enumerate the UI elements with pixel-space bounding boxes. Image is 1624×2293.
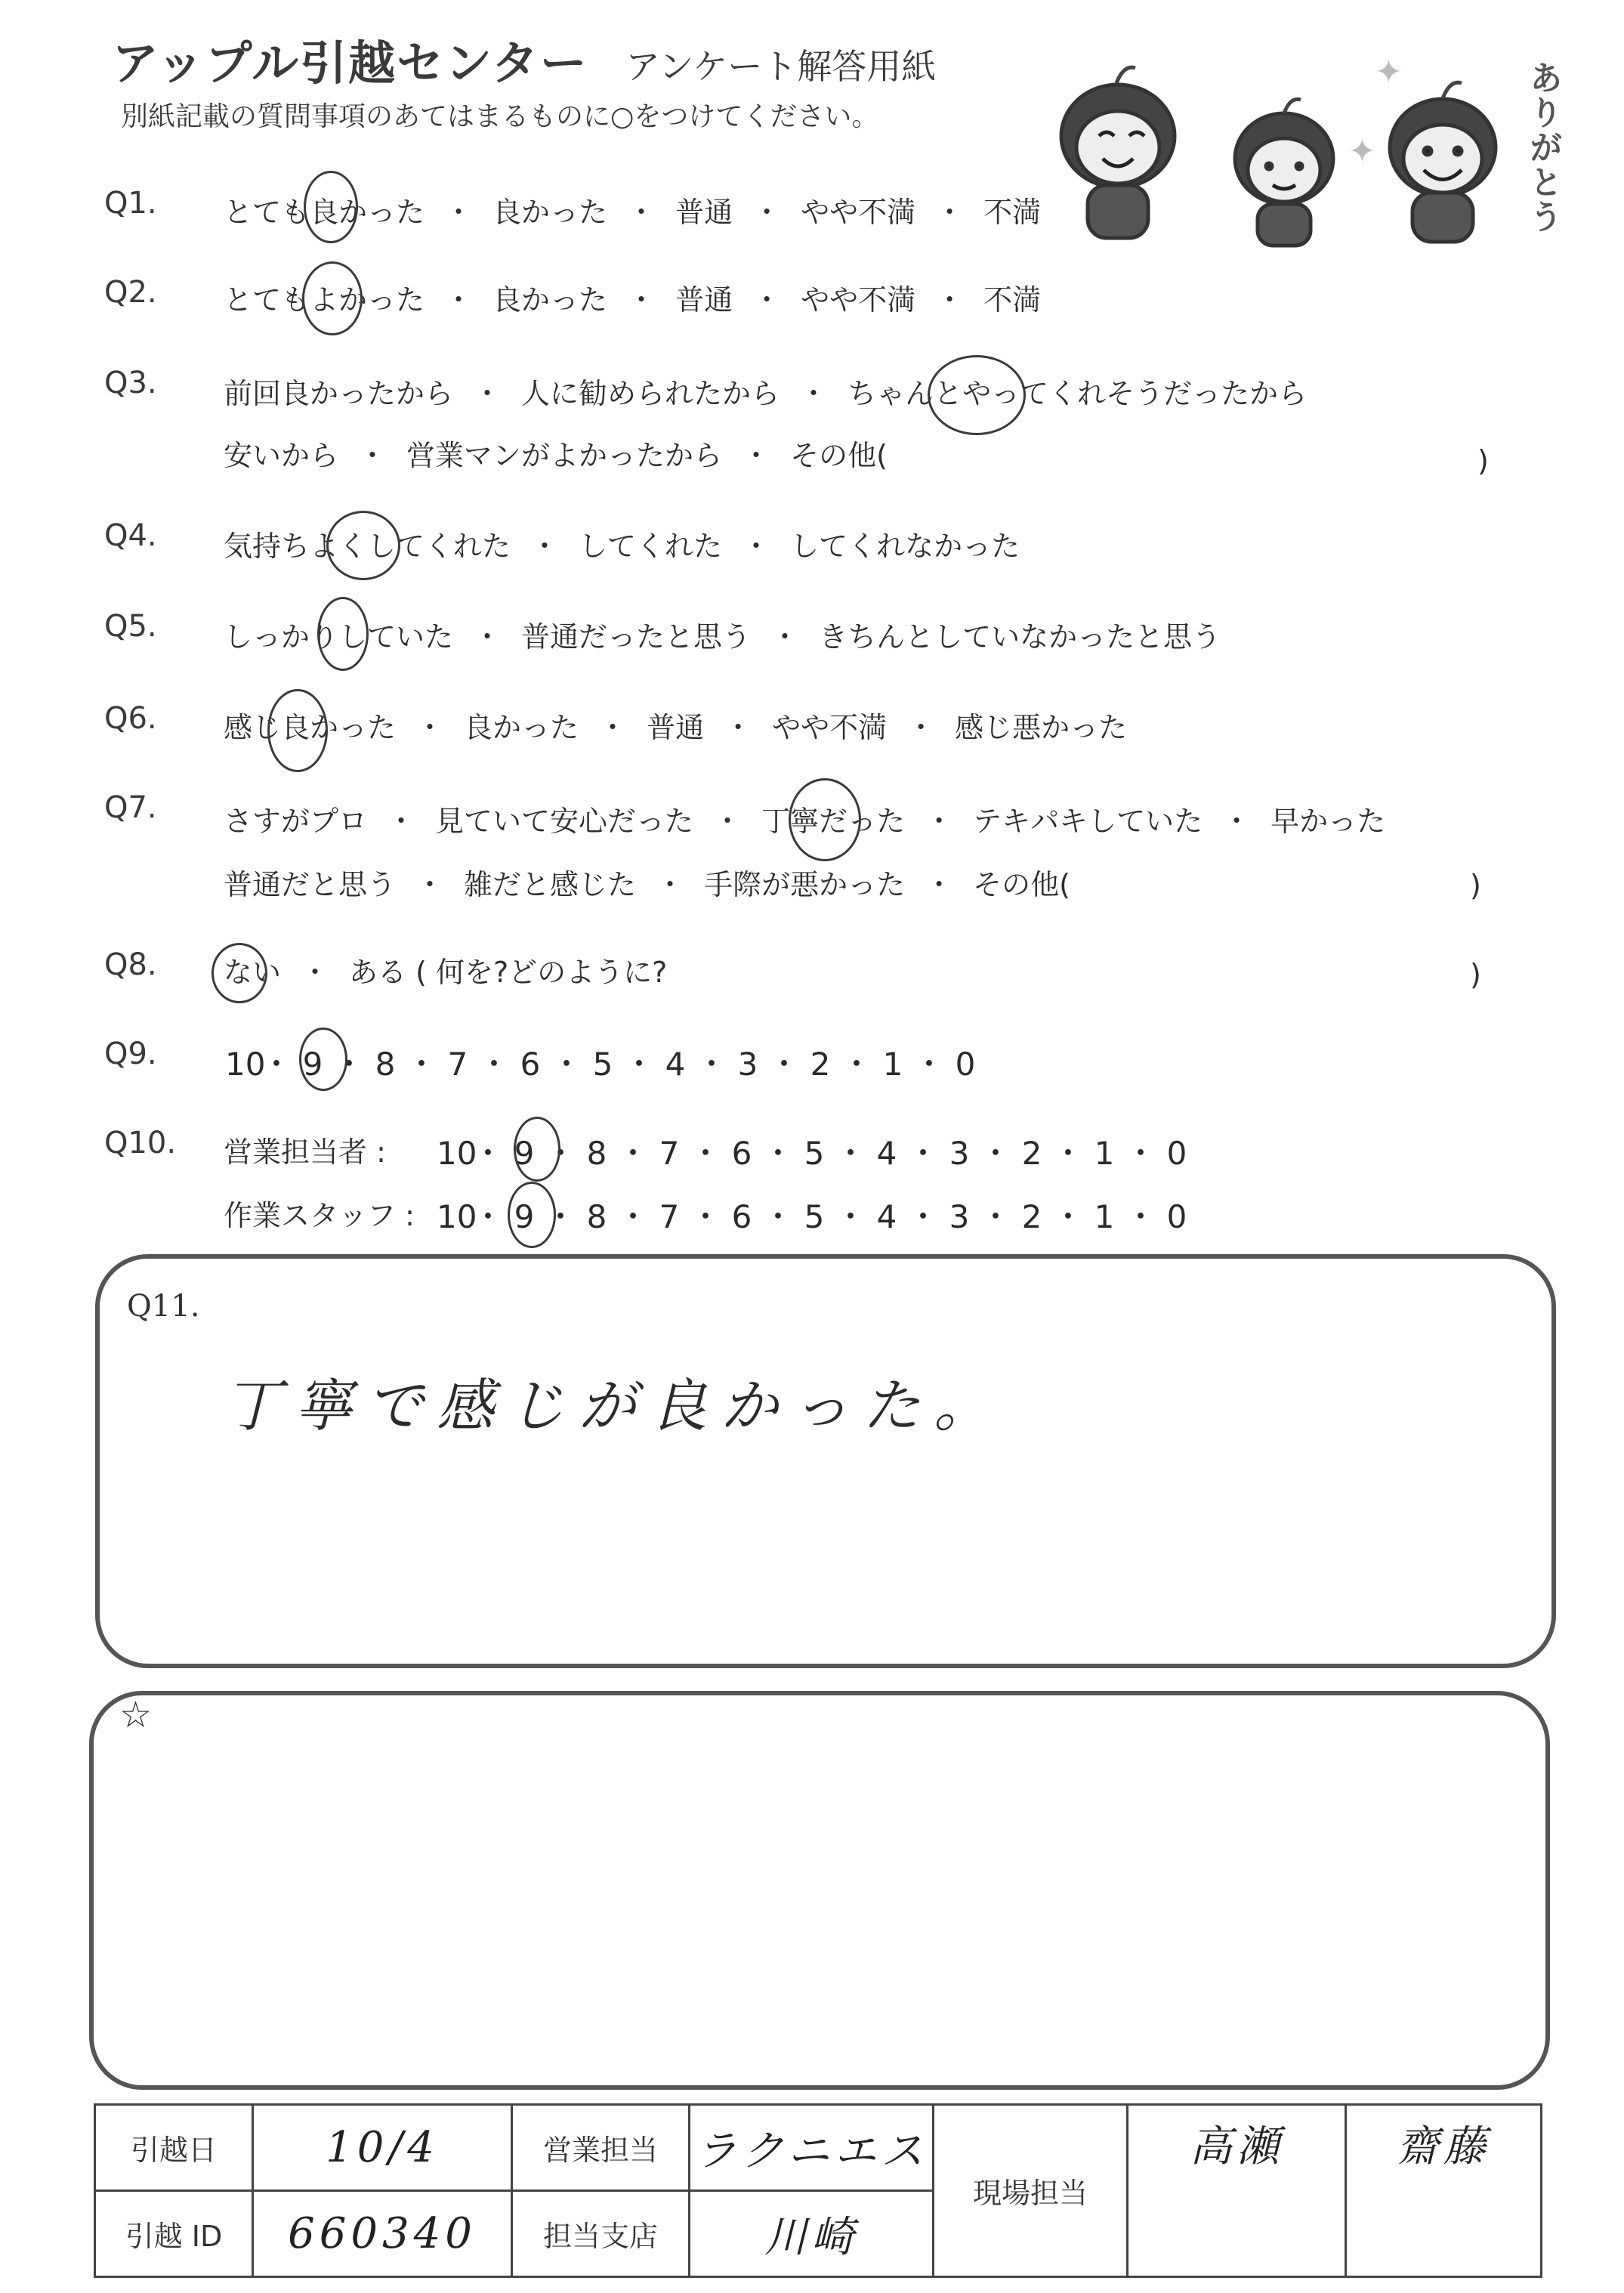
q9-score[interactable]: 3: [737, 1046, 758, 1083]
q3-option[interactable]: 前回良かったから: [224, 377, 454, 410]
q10-sales-score[interactable]: 7: [659, 1135, 680, 1172]
q9-scale: 10・ 9 ・ 8 ・ 7 ・ 6 ・ 5 ・ 4 ・ 3 ・ 2 ・ 1 ・ 0: [225, 1040, 980, 1085]
q10-staff-score[interactable]: 6: [731, 1198, 752, 1235]
q3-option[interactable]: 安いから: [224, 439, 339, 472]
q1-option[interactable]: とても良かった: [224, 196, 425, 229]
q10-sales-score[interactable]: 6: [731, 1135, 752, 1172]
q10-staff-score[interactable]: 0: [1166, 1198, 1187, 1235]
q3-other-close-paren: ): [1477, 444, 1489, 477]
q10-sales-label: 営業担当者 :: [224, 1136, 386, 1169]
q9-label: Q9.: [104, 1037, 157, 1071]
comment-star-label: ☆: [119, 1694, 153, 1736]
q7-other-close-paren: ): [1470, 869, 1481, 902]
q4-option[interactable]: 気持ちよくしてくれた: [224, 530, 511, 563]
site-staff-value-2: 齋藤: [1346, 2105, 1542, 2277]
q1-options: とても良かった ・ 良かった ・ 普通 ・ やや不満 ・ 不満: [224, 196, 1042, 229]
q10-staff-score[interactable]: 5: [804, 1198, 825, 1235]
branch-label: 担当支店: [512, 2191, 690, 2277]
move-date-label: 引越日: [95, 2105, 253, 2191]
q3-option[interactable]: 営業マンがよかったから: [406, 439, 723, 472]
q7-option[interactable]: テキパキしていた: [973, 805, 1203, 838]
q4-options: 気持ちよくしてくれた ・ してくれた ・ してくれなかった: [224, 530, 1020, 563]
q10-staff-score[interactable]: 9: [514, 1198, 535, 1235]
q7-options-line1: さすがプロ ・ 見ていて安心だった ・ 丁寧だった ・ テキパキしていた ・ 早かった: [224, 805, 1386, 838]
q4-option[interactable]: してくれなかった: [790, 530, 1020, 563]
q2-label: Q2.: [104, 275, 157, 310]
q7-option[interactable]: 普通だと思う: [224, 868, 397, 901]
q9-score[interactable]: 0: [955, 1046, 976, 1083]
q9-score[interactable]: 9: [302, 1046, 323, 1083]
q5-label: Q5.: [104, 609, 157, 644]
q3-options-line2: 安いから ・ 営業マンがよかったから ・ その他(: [224, 439, 888, 472]
monkey-mascots-illustration: [1035, 45, 1518, 249]
q8-close-paren: ): [1470, 958, 1481, 991]
q4-label: Q4.: [104, 518, 157, 553]
form-instruction: 別紙記載の質問事項のあてはまるものに○をつけてください。: [121, 101, 879, 132]
q10-sales-score[interactable]: 1: [1094, 1135, 1115, 1172]
q8-option[interactable]: ある ( 何を?どのように?: [349, 956, 668, 989]
q10-sales-score[interactable]: 0: [1166, 1135, 1187, 1172]
q10-staff-label: 作業スタッフ :: [224, 1199, 415, 1232]
q5-option[interactable]: きちんとしていなかったと思う: [819, 620, 1221, 654]
q10-staff-score[interactable]: 8: [586, 1198, 607, 1235]
q2-option[interactable]: 良かった: [492, 283, 608, 317]
site-staff-label: 現場担当: [934, 2105, 1128, 2277]
q10-staff-score[interactable]: 1: [1094, 1198, 1115, 1235]
q7-label: Q7.: [104, 790, 157, 825]
q7-option[interactable]: その他(: [973, 868, 1070, 901]
q6-options: 感じ良かった ・ 良かった ・ 普通 ・ やや不満 ・ 感じ悪かった: [224, 711, 1128, 744]
q10-sales-score[interactable]: 8: [586, 1135, 607, 1172]
q10-staff-score[interactable]: 2: [1021, 1198, 1042, 1235]
q7-options-line2: 普通だと思う ・ 雑だと感じた ・ 手際が悪かった ・ その他(: [224, 868, 1070, 901]
q7-option[interactable]: 見ていて安心だった: [435, 805, 694, 838]
q10-sales-scale: 10・ 9 ・ 8 ・ 7 ・ 6 ・ 5 ・ 4 ・ 3 ・ 2 ・ 1 ・ 0: [437, 1129, 1192, 1174]
q2-options: とてもよかった ・ 良かった ・ 普通 ・ やや不満 ・ 不満: [224, 283, 1042, 317]
q6-option[interactable]: 感じ良かった: [224, 711, 397, 744]
q10-label: Q10.: [104, 1126, 177, 1160]
q4-option[interactable]: してくれた: [579, 530, 723, 563]
q11-label: Q11.: [127, 1289, 200, 1324]
q10-sales-score[interactable]: 5: [804, 1135, 825, 1172]
q3-option[interactable]: ちゃんとやってくれそうだったから: [848, 377, 1308, 410]
q2-option[interactable]: とてもよかった: [224, 283, 425, 317]
q9-score[interactable]: 10: [225, 1046, 266, 1083]
q9-score[interactable]: 5: [592, 1046, 613, 1083]
q1-label: Q1.: [104, 186, 157, 221]
q9-score[interactable]: 6: [520, 1046, 541, 1083]
sparkle-icon: ✦: [1348, 132, 1376, 171]
mascot-caption: ありがとう: [1524, 60, 1562, 234]
q8-label: Q8.: [104, 947, 157, 982]
q6-option[interactable]: 良かった: [464, 711, 579, 744]
q3-option[interactable]: その他(: [790, 439, 888, 472]
q5-option[interactable]: しっかりしていた: [224, 620, 454, 654]
sparkle-icon: ✦: [1375, 53, 1403, 91]
q7-option[interactable]: 丁寧だった: [761, 805, 906, 838]
q11-handwritten-answer: 丁寧で感じが良かった。: [224, 1372, 1005, 1439]
q2-option[interactable]: 不満: [983, 283, 1042, 317]
q9-score[interactable]: 7: [447, 1046, 468, 1083]
q6-option[interactable]: 普通: [647, 711, 705, 744]
site-staff-value-1: 高瀬: [1128, 2105, 1346, 2277]
q7-option[interactable]: 手際が悪かった: [704, 868, 906, 901]
q8-options: ない ・ ある ( 何を?どのように?: [224, 956, 668, 989]
q9-score[interactable]: 4: [665, 1046, 686, 1083]
footer-info-table: [94, 2103, 1542, 2278]
q6-label: Q6.: [104, 701, 157, 736]
q1-option[interactable]: 普通: [675, 196, 733, 229]
q6-option[interactable]: 感じ悪かった: [955, 711, 1128, 744]
q10-staff-score[interactable]: 3: [949, 1198, 970, 1235]
q10-staff-score[interactable]: 4: [876, 1198, 897, 1235]
q7-option[interactable]: 早かった: [1270, 805, 1386, 838]
q1-option[interactable]: 良かった: [492, 196, 608, 229]
q9-score[interactable]: 1: [882, 1046, 903, 1083]
q5-options: しっかりしていた ・ 普通だったと思う ・ きちんとしていなかったと思う: [224, 620, 1221, 654]
q10-sales-score[interactable]: 4: [876, 1135, 897, 1172]
comment-box[interactable]: [89, 1691, 1550, 2090]
q10-sales-score[interactable]: 10: [437, 1135, 477, 1172]
q2-option[interactable]: やや不満: [801, 283, 916, 317]
q10-staff-score[interactable]: 7: [659, 1198, 680, 1235]
q5-option[interactable]: 普通だったと思う: [521, 620, 752, 654]
q3-option[interactable]: 人に勧められたから: [521, 377, 780, 410]
q10-staff-scale: 10・ 9 ・ 8 ・ 7 ・ 6 ・ 5 ・ 4 ・ 3 ・ 2 ・ 1 ・ 0: [437, 1192, 1192, 1238]
q1-option[interactable]: やや不満: [801, 196, 916, 229]
q6-option[interactable]: やや不満: [772, 711, 888, 744]
move-id-label: 引越 ID: [95, 2191, 253, 2277]
q1-option[interactable]: 不満: [983, 196, 1042, 229]
q9-score[interactable]: 2: [810, 1046, 831, 1083]
q3-label: Q3.: [104, 366, 157, 400]
sales-rep-label: 営業担当: [512, 2105, 690, 2191]
q3-options-line1: 前回良かったから ・ 人に勧められたから ・ ちゃんとやってくれそうだったから: [224, 377, 1308, 410]
sales-rep-value: ラクニエス: [690, 2105, 934, 2191]
q7-option[interactable]: 雑だと感じた: [464, 868, 637, 901]
q7-option[interactable]: さすがプロ: [224, 805, 368, 838]
form-title: アップル引越センター: [112, 36, 588, 91]
move-id-value: 660340: [253, 2191, 512, 2277]
branch-value: 川崎: [690, 2191, 934, 2277]
q8-option[interactable]: ない: [224, 956, 282, 989]
form-subtitle: アンケート解答用紙: [625, 46, 937, 87]
q10-sales-score[interactable]: 3: [949, 1135, 970, 1172]
q10-staff-score[interactable]: 10: [437, 1198, 477, 1235]
q11-answer-box[interactable]: [95, 1254, 1556, 1668]
q10-sales-score[interactable]: 2: [1021, 1135, 1042, 1172]
q10-sales-score[interactable]: 9: [514, 1135, 535, 1172]
move-date-value: 10/4: [253, 2105, 512, 2191]
q2-option[interactable]: 普通: [675, 283, 733, 317]
q9-score[interactable]: 8: [375, 1046, 396, 1083]
